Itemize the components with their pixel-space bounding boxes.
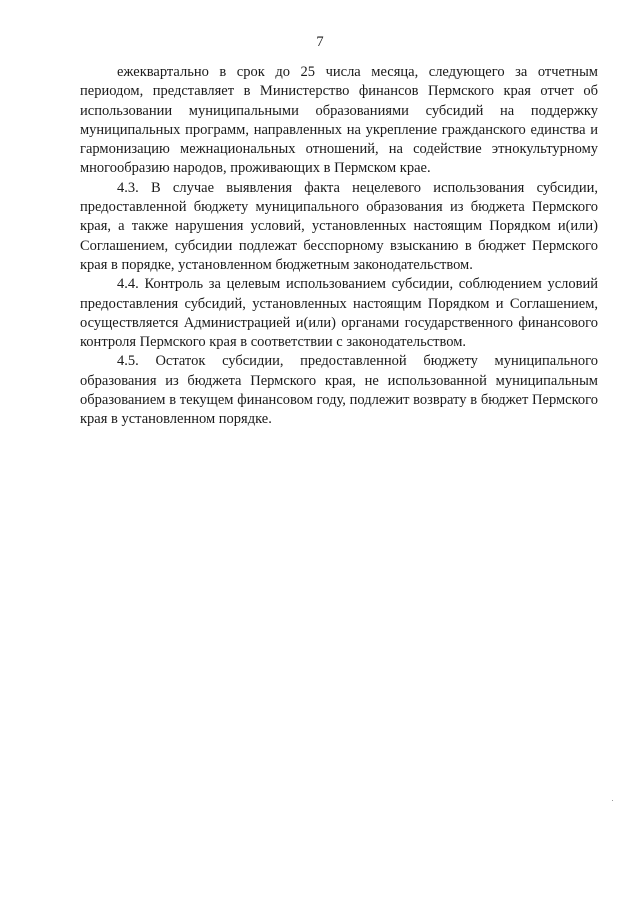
- paragraph-text: Контроль за целевым использованием субсидии, соблюдением условий предоставления субсидий, установленных настоящим Порядком и Соглашением, осуществляется Администрацией и(или) органами государственного финансового контроля Пермского края в соответствии с законодательством.: [80, 276, 598, 351]
- paragraph-text: ежеквартально в срок до 25 числа месяца, следующего за отчетным периодом, представляет в Министерство финансов Пермского края отчет об использовании муниципальными образованиями субсидий на поддержку муниципальных программ, направленных на укрепление гражданского единства и гармонизацию межнациональных отношений, на содействие этнокультурному многообразию народов, проживающих в Пермском крае.: [80, 64, 598, 177]
- paragraph-4-5: [80, 352, 598, 429]
- paragraph-number: 4.5.: [117, 353, 139, 370]
- document-body: [80, 63, 598, 430]
- paragraph-4-4: [80, 275, 598, 352]
- paragraph-text: Остаток субсидии, предоставленной бюджету муниципального образования из бюджета Пермского края, не использованной муниципальным образованием в текущем финансовом году, подлежит возврату в бюджет Пермского края в установленном порядке.: [80, 353, 599, 428]
- paragraph-continuation: [80, 63, 598, 179]
- paragraph-number: 4.4.: [117, 276, 139, 293]
- paragraph-4-3: [80, 179, 598, 275]
- scan-artifact: [612, 800, 613, 801]
- paragraph-number: 4.3.: [117, 179, 139, 196]
- page-number: 7: [316, 34, 324, 50]
- paragraph-text: В случае выявления факта нецелевого использования субсидии, предоставленной бюджету муниципального образования из бюджета Пермского края, а также нарушения условий, установленных настоящим Порядком и(или) Соглашением, субсидии подлежат бесспорному взысканию в бюджет Пермского края в порядке, установленном бюджетным законодательством.: [80, 179, 598, 273]
